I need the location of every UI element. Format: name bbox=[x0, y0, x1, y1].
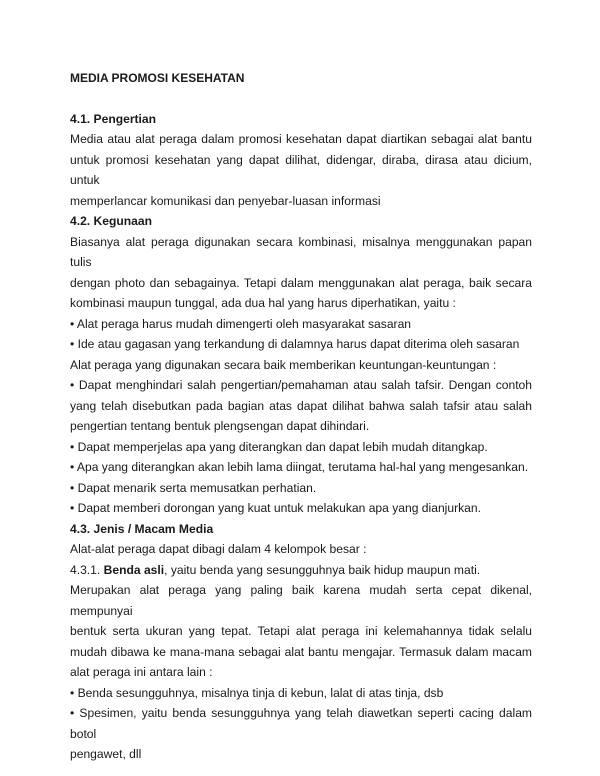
section-heading-4-2: 4.2. Kegunaan bbox=[70, 214, 152, 228]
paragraph-line: kombinasi maupun tunggal, ada dua hal yang harus diperhatikan, yaitu : bbox=[70, 296, 456, 310]
paragraph-line: Biasanya alat peraga digunakan secara kombinasi, misalnya menggunakan papan tulis bbox=[70, 234, 532, 269]
paragraph-line: Media atau alat peraga dalam promosi kesehatan dapat diartikan sebagai alat bantu bbox=[70, 132, 532, 146]
subsection-term: Benda asli bbox=[103, 562, 165, 577]
paragraph-line: botol bbox=[70, 726, 97, 741]
document-title: MEDIA PROMOSI KESEHATAN bbox=[70, 71, 245, 85]
bullet-item: • Benda sesungguhnya, misalnya tinja di kebun, lalat di atas tinja, dsb bbox=[70, 685, 444, 700]
paragraph-line: pengertian tentang bentuk plengsengan dapat dihindari. bbox=[70, 419, 370, 433]
bullet-item: • Spesimen, yaitu benda sesungguhnya yang telah diawetkan seperti cacing dalam bbox=[70, 706, 532, 720]
bullet-item: • Alat peraga harus mudah dimengerti oleh masyarakat sasaran bbox=[70, 316, 412, 331]
paragraph-line: alat peraga ini antara lain : bbox=[70, 665, 213, 679]
paragraph-line: untuk promosi kesehatan yang dapat dilihat, didengar, diraba, dirasa atau dicium, untuk bbox=[70, 152, 532, 187]
document-page bbox=[70, 68, 532, 765]
bullet-item: • Dapat menghindari salah pengertian/pemahaman atau salah tafsir. Dengan contoh bbox=[70, 378, 532, 392]
bullet-item: • Dapat memperjelas apa yang diterangkan dan dapat lebih mudah ditangkap. bbox=[70, 439, 488, 454]
bullet-item: • Apa yang diterangkan akan lebih lama diingat, terutama hal-hal yang mengesankan. bbox=[70, 460, 529, 474]
bullet-item: • Dapat memberi dorongan yang kuat untuk melakukan apa yang dianjurkan. bbox=[70, 501, 481, 515]
paragraph-line: bentuk serta ukuran yang tepat. Tetapi alat peraga ini kelemahannya tidak selalu bbox=[70, 624, 532, 638]
subsection-number: 4.3.1. bbox=[70, 562, 104, 577]
paragraph-line: mudah dibawa ke mana-mana sebagai alat bantu mengajar. Termasuk dalam macam bbox=[70, 644, 532, 659]
paragraph-line: Merupakan alat peraga yang paling baik karena mudah serta cepat dikenal, mempunyai bbox=[70, 583, 532, 618]
bullet-item: • Ide atau gagasan yang terkandung di dalamnya harus dapat diterima oleh sasaran bbox=[70, 337, 520, 351]
subsection-description: , yaitu benda yang sesungguhnya baik hidup maupun mati. bbox=[164, 562, 481, 577]
paragraph-line: Alat peraga yang digunakan secara baik memberikan keuntungan-keuntungan : bbox=[70, 357, 497, 372]
paragraph-line: dengan photo dan sebagainya. Tetapi dalam menggunakan alat peraga, baik secara bbox=[70, 275, 532, 290]
section-heading-4-1: 4.1. Pengertian bbox=[70, 111, 157, 126]
paragraph-line: memperlancar komunikasi dan penyebar-luasan informasi bbox=[70, 193, 381, 208]
paragraph-line: pengawet, dll bbox=[70, 747, 142, 761]
subsection-4-3-1 bbox=[70, 560, 532, 581]
section-heading-4-3: 4.3. Jenis / Macam Media bbox=[70, 521, 214, 536]
paragraph-line: Alat-alat peraga dapat dibagi dalam 4 kelompok besar : bbox=[70, 542, 367, 556]
paragraph-line: yang telah disebutkan pada bagian atas dapat dilihat bahwa salah tafsir atau salah bbox=[70, 398, 532, 413]
bullet-item: • Dapat menarik serta memusatkan perhatian. bbox=[70, 480, 317, 495]
